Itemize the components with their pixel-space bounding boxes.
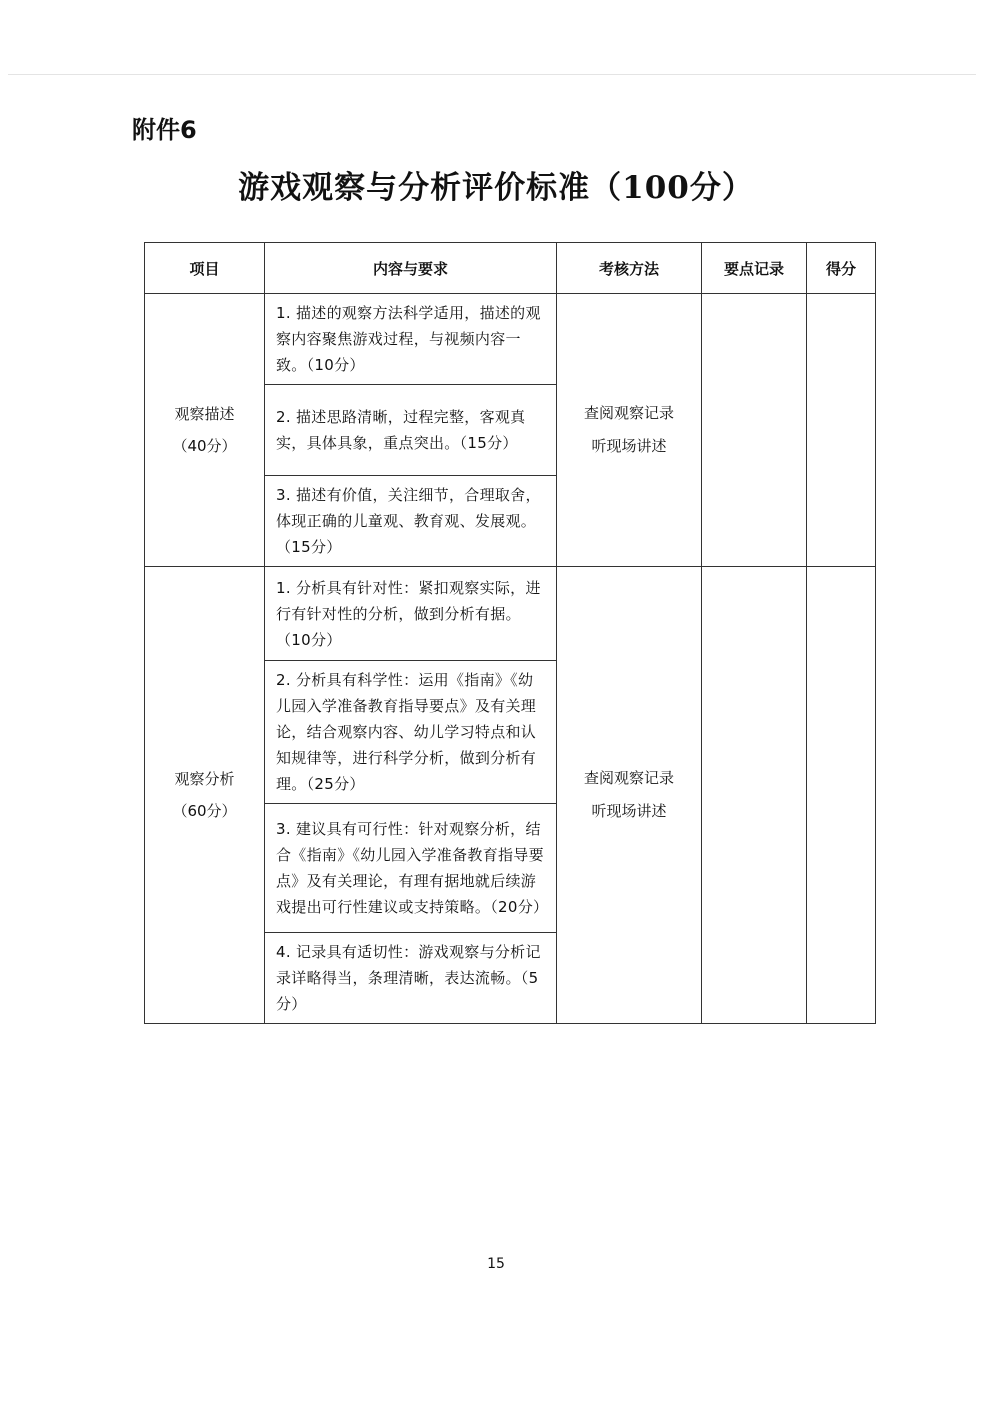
header-score: 得分 [807, 243, 876, 294]
page-title: 游戏观察与分析评价标准（100分） [238, 170, 754, 206]
header-method: 考核方法 [557, 243, 702, 294]
requirement-cell: 3. 描述有价值，关注细节，合理取舍，体现正确的儿童观、教育观、发展观。（15分） [265, 476, 557, 567]
requirement-cell: 4. 记录具有适切性：游戏观察与分析记录详略得当，条理清晰，表达流畅。（5分） [265, 933, 557, 1024]
table-header-row [145, 243, 876, 294]
page-number: 15 [487, 1256, 505, 1272]
header-notes: 要点记录 [702, 243, 807, 294]
notes-cell [702, 294, 807, 567]
method-line: 查阅观察记录 [583, 404, 674, 422]
assessment-method [557, 294, 702, 567]
header-item: 项目 [145, 243, 265, 294]
requirement-cell: 1. 描述的观察方法科学适用，描述的观察内容聚焦游戏过程，与视频内容一致。（10分） [265, 294, 557, 385]
requirement-cell: 2. 描述思路清晰，过程完整，客观真实，具体具象，重点突出。（15分） [265, 385, 557, 476]
method-line: 听现场讲述 [591, 437, 667, 455]
table-row [145, 294, 876, 385]
requirement-cell: 3. 建议具有可行性：针对观察分析，结合《指南》《幼儿园入学准备教育指导要点》及有关理论，有理有据地就后续游戏提出可行性建议或支持策略。（20分） [265, 804, 557, 933]
method-line: 听现场讲述 [591, 802, 667, 820]
assessment-method [557, 567, 702, 1024]
requirement-cell: 1. 分析具有针对性：紧扣观察实际，进行有针对性的分析，做到分析有据。（10分） [265, 567, 557, 661]
score-cell [807, 294, 876, 567]
section-name: 观察描述 [174, 405, 235, 423]
section-points: （60分） [172, 802, 237, 820]
evaluation-table [144, 242, 876, 1024]
requirement-cell: 2. 分析具有科学性：运用《指南》《幼儿园入学准备教育指导要点》及有关理论，结合观察内容、幼儿学习特点和认知规律等，进行科学分析，做到分析有理。（25分） [265, 661, 557, 804]
scan-edge-line [8, 74, 976, 75]
section-name: 观察分析 [174, 770, 235, 788]
method-line: 查阅观察记录 [583, 769, 674, 787]
table-row [145, 567, 876, 661]
header-content: 内容与要求 [265, 243, 557, 294]
attachment-label: 附件6 [132, 116, 197, 144]
notes-cell [702, 567, 807, 1024]
score-cell [807, 567, 876, 1024]
section-observation-description [145, 294, 265, 567]
section-observation-analysis [145, 567, 265, 1024]
section-points: （40分） [172, 437, 237, 455]
